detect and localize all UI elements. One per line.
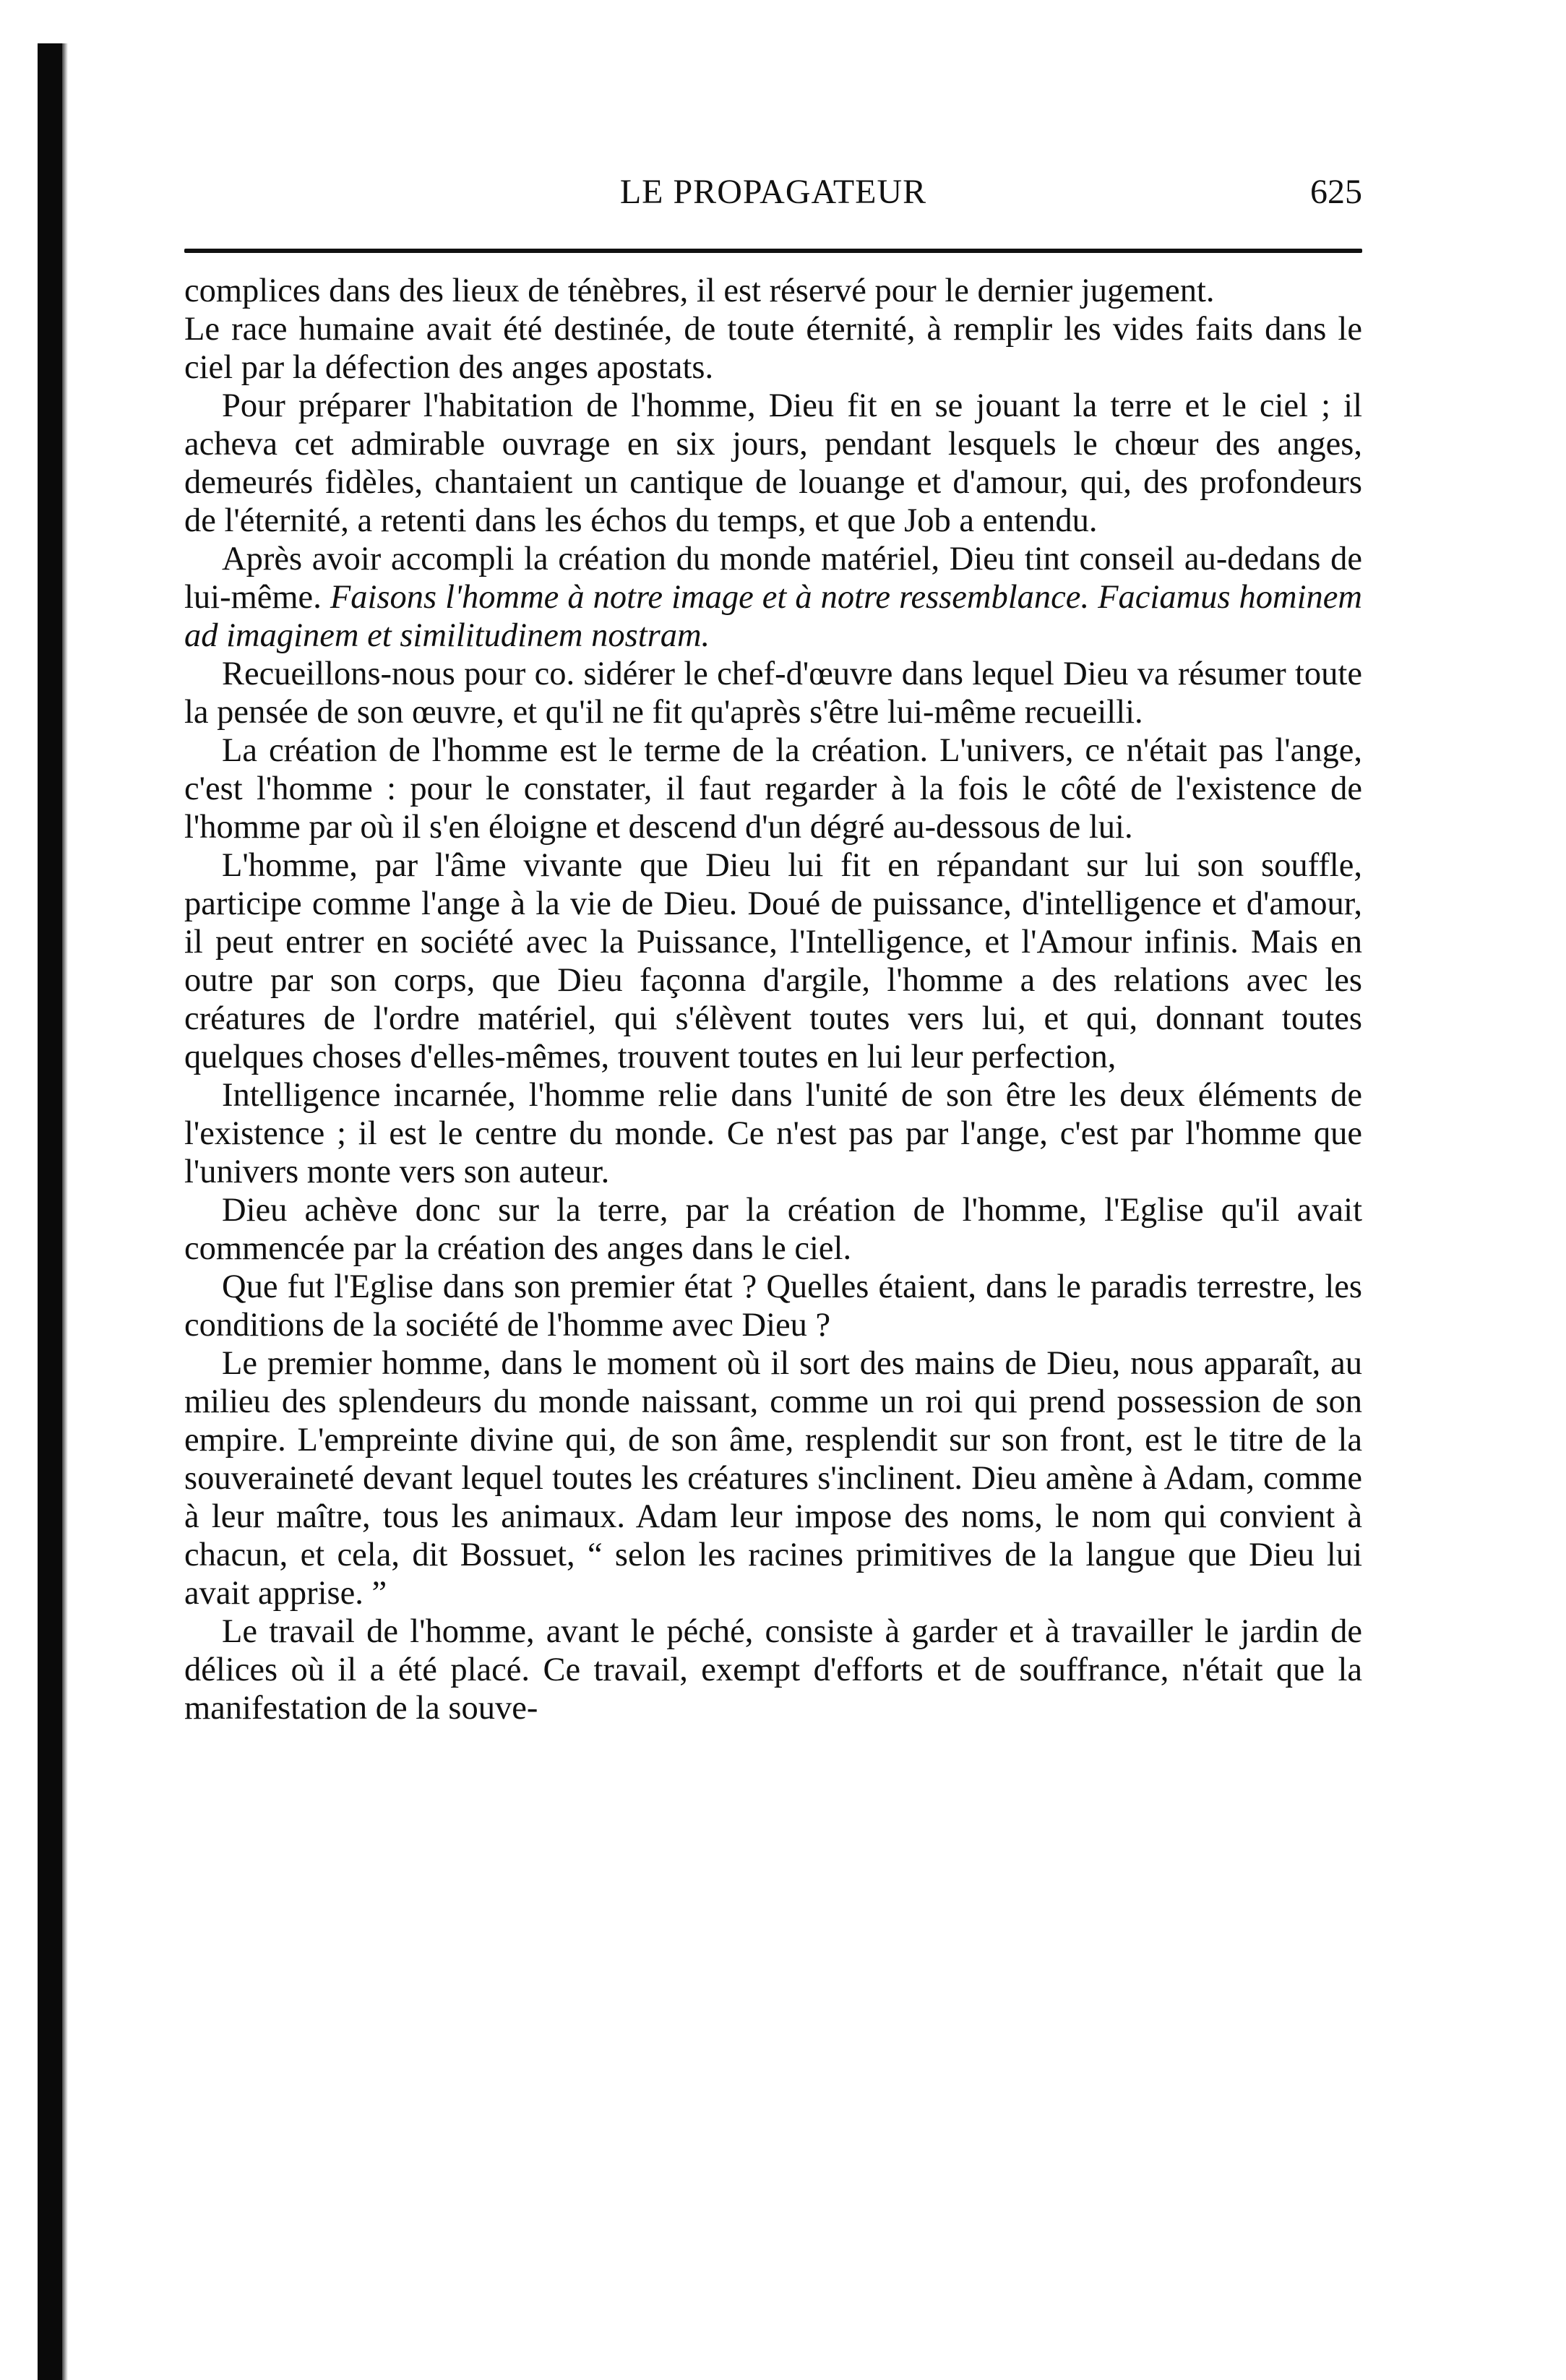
- paragraph-10: Que fut l'Eglise dans son premier état ? Quelles étaient, dans le paradis terrestre, les conditions de la société de l'homme avec Dieu ?: [184, 1268, 1362, 1344]
- paragraph-11: Le premier homme, dans le moment où il sort des mains de Dieu, nous apparaît, au milieu des splendeurs du monde naissant, comme un roi qui prend possession de son empire. L'empreinte divine qui, de son âme, resplendit sur son front, est le titre de la souveraineté devant lequel toutes les créatures s'inclinent. Dieu amène à Adam, comme à leur maître, tous les animaux. Adam leur impose des noms, le nom qui convient à chacun, et cela, dit Bossuet, “ selon les racines primitives de la langue que Dieu lui avait apprise. ”: [184, 1345, 1362, 1612]
- paragraph-7: L'homme, par l'âme vivante que Dieu lui fit en répandant sur lui son souffle, participe comme l'ange à la vie de Dieu. Doué de puissance, d'intelligence et d'amour, il peut entrer en société avec la Puissance, l'Intelligence, et l'Amour infinis. Mais en outre par son corps, que Dieu façonna d'argile, l'homme a des relations avec les créatures de l'ordre matériel, qui s'élèvent toutes vers lui, et qui, donnant toutes quelques choses d'elles-mêmes, trouvent toutes en lui leur perfection,: [184, 847, 1362, 1075]
- running-title: LE PROPAGATEUR: [619, 173, 927, 211]
- paragraph-3: Pour préparer l'habitation de l'homme, Dieu fit en se jouant la terre et le ciel ; il acheva cet admirable ouvrage en six jours, pendant lesquels le chœur des anges, demeurés fidèles, chantaient un cantique de louange et d'amour, qui, des profondeurs de l'éternité, a retenti dans les échos du temps, et que Job a entendu.: [184, 387, 1362, 539]
- paragraph-2: Le race humaine avait été destinée, de toute éternité, à remplir les vides faits dans le ciel par la défection des anges apostats.: [184, 311, 1362, 386]
- paragraph-4-roman: Après avoir accompli la création du monde matériel, Dieu tint conseil au-dedans de lui-même.: [184, 541, 1362, 616]
- book-page: [184, 172, 1362, 1727]
- paragraph-5: Recueillons-nous pour co. sidérer le chef-d'œuvre dans lequel Dieu va résumer toute la pensée de son œuvre, et qu'il ne fit qu'après s'être lui-même recueilli.: [184, 656, 1362, 731]
- paragraph-9: Dieu achève donc sur la terre, par la création de l'homme, l'Eglise qu'il avait commencée par la création des anges dans le ciel.: [184, 1192, 1362, 1267]
- paragraph-4: [184, 540, 1362, 655]
- paragraph-1: complices dans des lieux de ténèbres, il est réservé pour le dernier jugement.: [184, 272, 1215, 309]
- body-text: [184, 272, 1362, 1727]
- paragraph-12: Le travail de l'homme, avant le péché, consiste à garder et à travailler le jardin de délices où il a été placé. Ce travail, exempt d'efforts et de souffrance, n'était que la manifestation de la souve-: [184, 1613, 1362, 1727]
- page-number: 625: [1310, 173, 1362, 211]
- binding-edge: [38, 43, 62, 2380]
- paragraph-4-italic-quote: Faisons l'homme à notre image et à notre ressemblance. Faciamus hominem ad imaginem et similitudinem nostram.: [184, 579, 1362, 654]
- paragraph-8: Intelligence incarnée, l'homme relie dans l'unité de son être les deux éléments de l'existence ; il est le centre du monde. Ce n'est pas par l'ange, c'est par l'homme que l'univers monte vers son auteur.: [184, 1077, 1362, 1190]
- paragraph-6: La création de l'homme est le terme de la création. L'univers, ce n'était pas l'ange, c'est l'homme : pour le constater, il faut regarder à la fois le côté de l'existence de l'homme par où il s'en éloigne et descend d'un dégré au-dessous de lui.: [184, 732, 1362, 846]
- running-head: [184, 172, 1362, 223]
- header-rule: [184, 249, 1362, 253]
